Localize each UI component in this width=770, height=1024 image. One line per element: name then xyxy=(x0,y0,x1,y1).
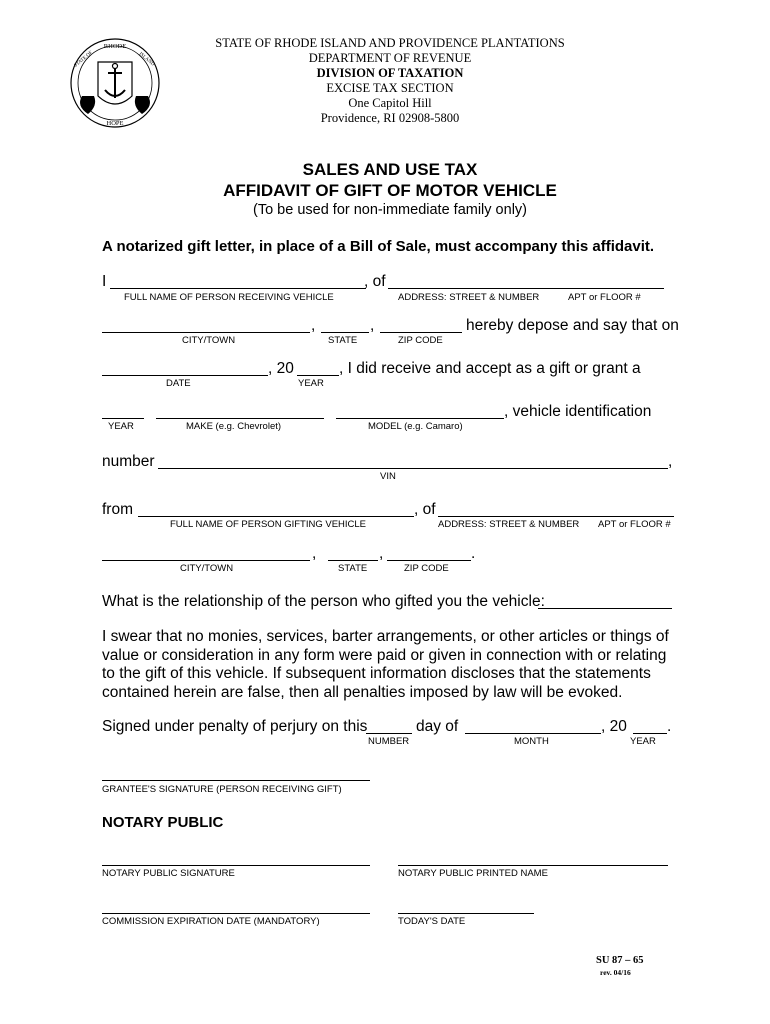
signed-year-field[interactable] xyxy=(633,733,667,734)
header-division: DIVISION OF TAXATION xyxy=(316,66,464,80)
state-seal-logo xyxy=(68,36,162,130)
signed-day-field[interactable] xyxy=(366,733,412,734)
svg-text:STATE OF: STATE OF xyxy=(73,50,94,69)
caption-receiver-address: ADDRESS: STREET & NUMBER xyxy=(398,292,540,303)
caption-signed-month: MONTH xyxy=(514,736,549,747)
grantee-signature-field[interactable] xyxy=(102,780,370,781)
header-address-city: Providence, RI 02908-5800 xyxy=(320,111,460,125)
caption-gift-year: YEAR xyxy=(298,378,324,389)
svg-text:RHODE: RHODE xyxy=(103,43,127,50)
relationship-question: What is the relationship of the person who gifted you the vehicle: xyxy=(102,593,545,610)
row5-number: number xyxy=(102,453,155,470)
header-department: DEPARTMENT OF REVENUE xyxy=(308,51,472,65)
gifter-city-field[interactable] xyxy=(102,560,310,561)
caption-notary-signature: NOTARY PUBLIC SIGNATURE xyxy=(102,868,235,879)
signed-text: Signed under penalty of perjury on this xyxy=(102,718,368,735)
vehicle-year-field[interactable] xyxy=(102,418,144,419)
caption-signed-number: NUMBER xyxy=(368,736,410,747)
form-revision: rev. 04/16 xyxy=(600,968,631,977)
receiver-state-field[interactable] xyxy=(321,332,369,333)
row2-comma2: , xyxy=(370,317,375,334)
row2-depose: hereby depose and say that on xyxy=(466,317,679,334)
vehicle-model-field[interactable] xyxy=(336,418,504,419)
row1-of: , of xyxy=(364,273,386,290)
gifter-zip-field[interactable] xyxy=(387,560,471,561)
row7-comma1: , xyxy=(312,545,317,562)
row2-comma1: , xyxy=(311,317,316,334)
caption-gifter-address: ADDRESS: STREET & NUMBER xyxy=(438,519,580,530)
caption-grantee-signature: GRANTEE'S SIGNATURE (PERSON RECEIVING GIFT) xyxy=(102,784,342,795)
header-state: STATE OF RHODE ISLAND AND PROVIDENCE PLANTATIONS xyxy=(215,36,565,50)
vehicle-make-field[interactable] xyxy=(156,418,324,419)
form-subtitle: AFFIDAVIT OF GIFT OF MOTOR VEHICLE xyxy=(223,181,557,200)
receiver-name-field[interactable] xyxy=(110,288,366,289)
row6-of: , of xyxy=(414,501,436,518)
row7-comma2: , xyxy=(379,545,384,562)
caption-vehicle-model: MODEL (e.g. Camaro) xyxy=(368,421,463,432)
row6-from: from xyxy=(102,501,133,518)
signed-day-of: day of xyxy=(416,718,459,735)
caption-vin: VIN xyxy=(380,471,396,482)
relationship-field[interactable] xyxy=(538,608,672,609)
swear-paragraph: I swear that no monies, services, barter arrangements, or other articles or things of value or consideration in any form were paid or given in connection with or relating to the gift of this vehicle. If subsequent information discloses that the statements contained herein are false, then all penalties imposed by law will be evoked. xyxy=(102,628,669,701)
notice-text: A notarized gift letter, in place of a Bill of Sale, must accompany this affidavit. xyxy=(102,238,655,255)
caption-receiver-name: FULL NAME OF PERSON RECEIVING VEHICLE xyxy=(124,292,334,303)
vin-field[interactable] xyxy=(158,468,668,469)
signed-twenty: , 20 xyxy=(601,718,627,735)
caption-receiver-zip: ZIP CODE xyxy=(398,335,443,346)
signed-period: . xyxy=(667,718,672,735)
caption-receiver-apt: APT or FLOOR # xyxy=(568,292,641,303)
gifter-state-field[interactable] xyxy=(328,560,378,561)
form-number: SU 87 – 65 xyxy=(596,955,644,966)
caption-gift-date: DATE xyxy=(166,378,191,389)
gift-date-field[interactable] xyxy=(102,375,268,376)
notary-signature-field[interactable] xyxy=(102,865,370,866)
caption-notary-printed-name: NOTARY PUBLIC PRINTED NAME xyxy=(398,868,548,879)
caption-vehicle-make: MAKE (e.g. Chevrolet) xyxy=(186,421,282,432)
receiver-address-field[interactable] xyxy=(388,288,664,289)
caption-gifter-city: CITY/TOWN xyxy=(180,563,234,574)
row5-comma: , xyxy=(668,453,673,470)
notary-heading: NOTARY PUBLIC xyxy=(102,814,224,831)
caption-gifter-name: FULL NAME OF PERSON GIFTING VEHICLE xyxy=(170,519,367,530)
form-usage-note: (To be used for non-immediate family only) xyxy=(252,202,527,218)
receiver-zip-field[interactable] xyxy=(380,332,462,333)
row3-receive: , I did receive and accept as a gift or grant a xyxy=(339,360,641,377)
svg-text:ISLAND: ISLAND xyxy=(137,51,155,68)
caption-gifter-zip: ZIP CODE xyxy=(404,563,449,574)
row3-twenty: , 20 xyxy=(268,360,294,377)
todays-date-field[interactable] xyxy=(398,913,534,914)
row1-prefix: I xyxy=(102,273,107,290)
header-address-street: One Capitol Hill xyxy=(348,96,432,110)
caption-receiver-city: CITY/TOWN xyxy=(182,335,236,346)
caption-todays-date: TODAY'S DATE xyxy=(398,916,466,927)
caption-vehicle-year: YEAR xyxy=(108,421,134,432)
form-title: SALES AND USE TAX xyxy=(302,160,478,179)
gifter-address-field[interactable] xyxy=(438,516,674,517)
row7-period: . xyxy=(471,545,476,562)
caption-gifter-apt: APT or FLOOR # xyxy=(598,519,671,530)
caption-gifter-state: STATE xyxy=(338,563,368,574)
svg-text:HOPE: HOPE xyxy=(106,120,124,127)
gift-year-field[interactable] xyxy=(297,375,339,376)
receiver-city-field[interactable] xyxy=(102,332,310,333)
header-section: EXCISE TAX SECTION xyxy=(326,81,454,95)
commission-expiration-field[interactable] xyxy=(102,913,370,914)
caption-commission-expiration: COMMISSION EXPIRATION DATE (MANDATORY) xyxy=(102,916,320,927)
signed-month-field[interactable] xyxy=(465,733,601,734)
notary-printed-name-field[interactable] xyxy=(398,865,668,866)
caption-signed-year: YEAR xyxy=(630,736,656,747)
row4-vin-text: , vehicle identification xyxy=(504,403,652,420)
caption-receiver-state: STATE xyxy=(328,335,358,346)
gifter-name-field[interactable] xyxy=(138,516,414,517)
